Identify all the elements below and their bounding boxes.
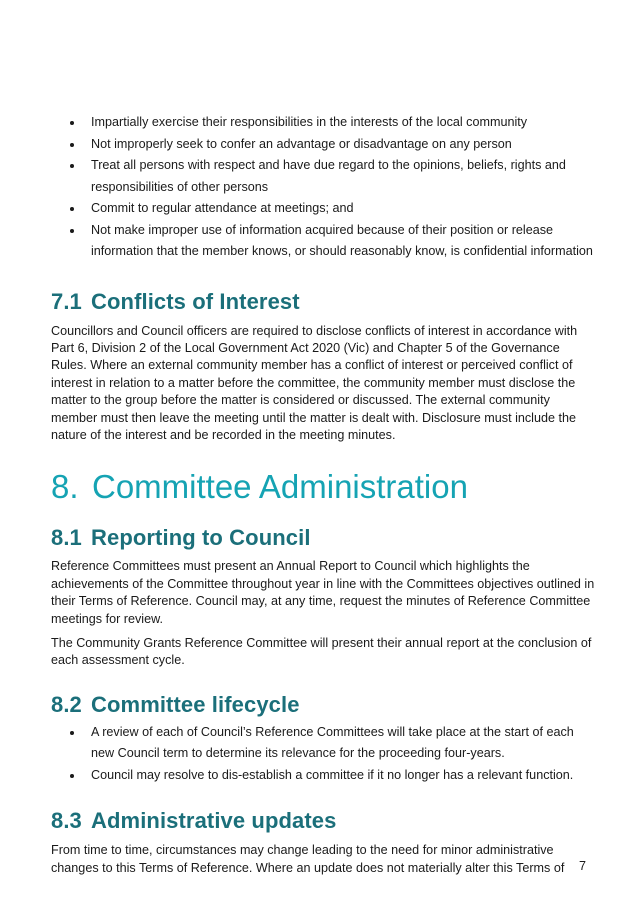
chapter-number: 8. — [51, 468, 79, 506]
bullet-icon — [70, 207, 74, 211]
list-item-text: Impartially exercise their responsibilities in the interests of the local community — [91, 115, 528, 129]
list-item-text: Not improperly seek to confer an advantage or disadvantage on any person — [91, 136, 512, 151]
chapter-heading-8 — [51, 468, 597, 506]
bullet-icon — [70, 731, 74, 735]
section-title: Reporting to Council — [91, 525, 311, 551]
bullet-icon — [70, 164, 74, 168]
reporting-paragraph-1: Reference Committees must present an Annual Report to Council which highlights the achievements of the Committee throughout year in line with the Committees objectives outlined in their Terms of Reference. Council may, at any time, request the minutes of Reference Committee meetings for review. — [51, 559, 595, 626]
section-heading-8-1 — [51, 525, 597, 551]
section-heading-8-2 — [51, 692, 597, 718]
list-item-text: Council may resolve to dis-establish a committee if it no longer has a relevant function. — [91, 767, 574, 782]
lifecycle-list — [51, 722, 597, 787]
bullet-icon — [70, 143, 74, 147]
section-number: 7.1 — [51, 288, 82, 314]
section-number: 8.2 — [51, 691, 82, 717]
section-heading-8-3 — [51, 808, 597, 834]
reporting-paragraph-2: The Community Grants Reference Committee will present their annual report at the conclusion of each assessment cycle. — [51, 635, 592, 668]
page-number: 7 — [579, 859, 587, 873]
bullet-icon — [70, 774, 74, 778]
section-number: 8.1 — [51, 525, 82, 551]
bullet-icon — [70, 121, 74, 125]
list-item-text: A review of each of Council’s Reference Committees will take place at the start of each new Council term to determine its relevance for the proceeding four-years. — [91, 724, 574, 761]
administrative-updates-paragraph: From time to time, circumstances may change leading to the need for minor administrative changes to this Terms of Reference. Where an update does not materially alter this Terms of — [51, 843, 565, 875]
list-item — [51, 220, 597, 263]
bullet-icon — [70, 229, 74, 233]
list-item — [51, 112, 597, 134]
list-item — [51, 765, 597, 787]
list-item — [51, 198, 597, 220]
list-item — [51, 155, 597, 198]
section-heading-7-1 — [51, 289, 597, 315]
section-title: Committee lifecycle — [91, 691, 300, 717]
section-title: Conflicts of Interest — [91, 288, 300, 314]
member-obligations-list — [51, 112, 597, 263]
page-content — [51, 112, 597, 877]
list-item-text: Not make improper use of information acquired because of their position or release information that the member knows, or should reasonably know, is confidential information — [91, 222, 593, 258]
section-title: Administrative updates — [91, 808, 337, 834]
list-item — [51, 134, 597, 156]
list-item — [51, 722, 597, 765]
list-item-text: Treat all persons with respect and have due regard to the opinions, beliefs, rights and responsibilities of other persons — [91, 158, 566, 194]
list-item-text: Commit to regular attendance at meetings; and — [91, 201, 354, 215]
conflicts-paragraph: Councillors and Council officers are required to disclose conflicts of interest in accordance with Part 6, Division 2 of the Local Government Act 2020 (Vic) and Chapter 5 of the Governance Rules. Where an external community member has a conflict of interest or perceived conflict of interest in relation to a matter before the committee, the community member must disclose the matter to the group before the matter is considered or discussed. The external community member must then leave the meeting until the matter is dealt with. Disclosure must include the nature of the interest and be recorded in the meeting minutes. — [51, 323, 578, 442]
chapter-title: Committee Administration — [92, 468, 468, 506]
section-number: 8.3 — [51, 808, 82, 834]
